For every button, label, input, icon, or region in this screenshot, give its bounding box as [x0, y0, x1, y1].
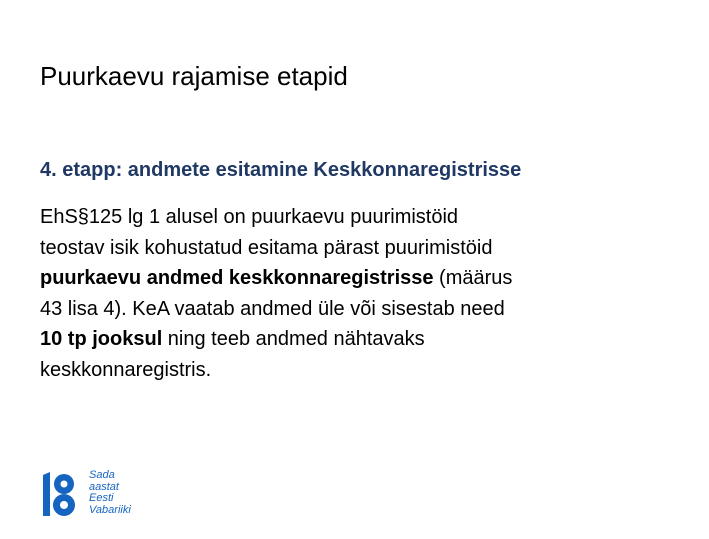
logo-text: [89, 470, 131, 516]
body-paragraph: [40, 202, 680, 386]
logo-text-line-2: aastat: [89, 480, 119, 493]
section-heading: 4. etapp: andmete esitamine Keskkonnaregistrisse: [40, 159, 522, 181]
slide-title: Puurkaevu rajamise etapid: [40, 61, 348, 91]
body-line-5: [40, 324, 680, 355]
body-line-3: [40, 263, 680, 294]
eesti-100-logo-icon: [40, 470, 80, 520]
body-line-5-rest: ning teeb andmed nähtavaks: [162, 328, 425, 351]
eesti-100-logo: [40, 470, 140, 520]
body-line-6: keskkonnaregistris.: [40, 358, 212, 381]
logo-text-line-4: Vabariiki: [89, 503, 131, 516]
logo-text-line-3: Eesti: [89, 492, 114, 504]
body-line-4: 43 lisa 4). KeA vaatab andmed üle või sisestab need: [40, 297, 505, 320]
body-line-3-rest: (määrus: [433, 267, 513, 290]
body-line-2: teostav isik kohustatud esitama pärast puurimistöid: [40, 236, 493, 259]
body-emphasis-registry: puurkaevu andmed keskkonnaregistrisse: [40, 267, 434, 290]
body-emphasis-deadline: 10 tp jooksul: [40, 328, 163, 351]
body-line-1: EhS§125 lg 1 alusel on puurkaevu puurimistöid: [40, 206, 459, 228]
logo-text-line-1: Sada: [89, 469, 115, 481]
